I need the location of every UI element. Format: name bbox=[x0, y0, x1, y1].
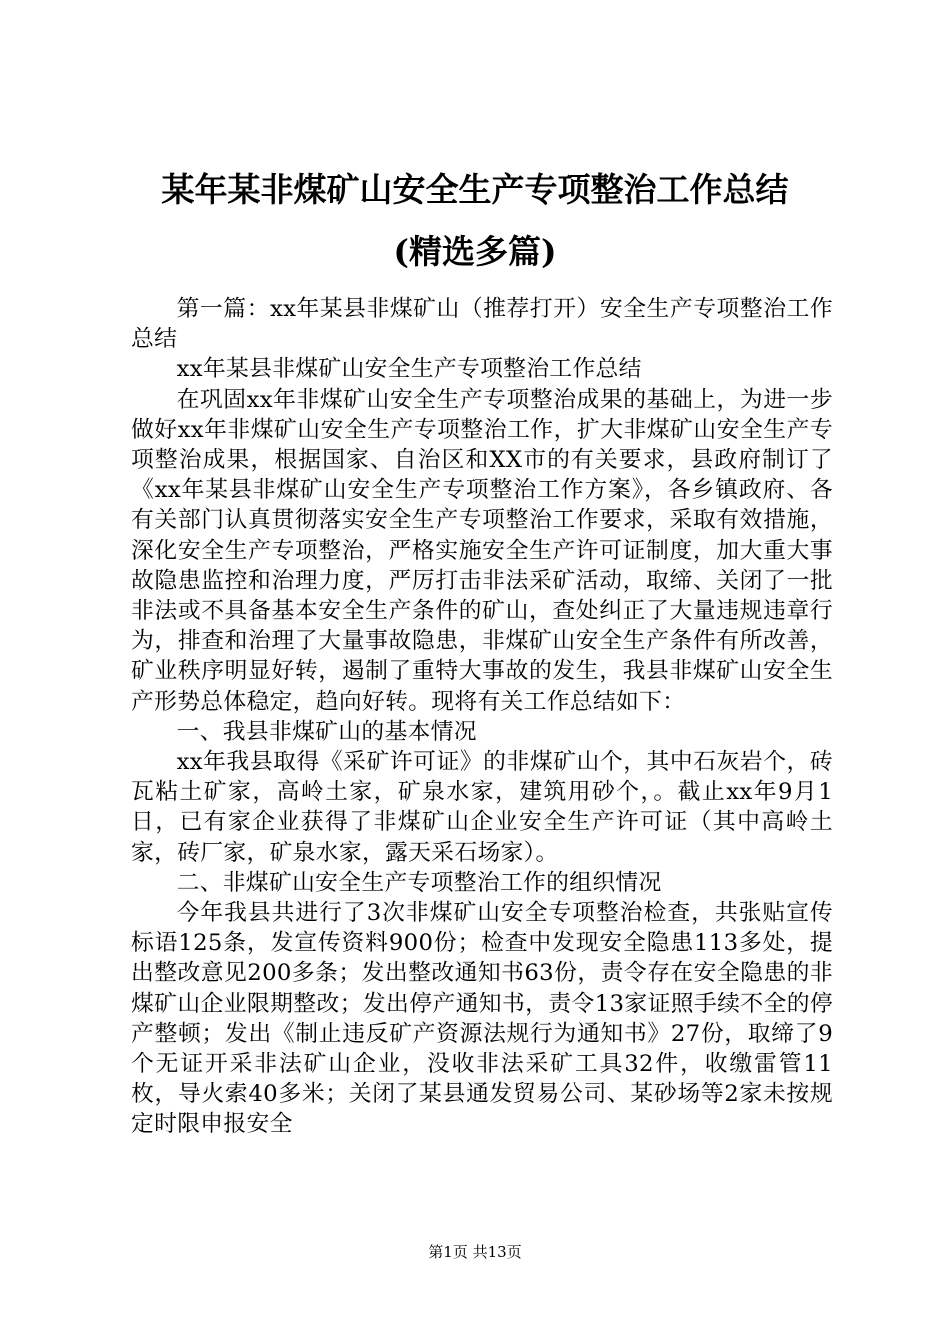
section-heading-organization: 二、非煤矿山安全生产专项整治工作的组织情况 bbox=[176, 869, 662, 896]
section-heading-basic-info: 一、我县非煤矿山的基本情况 bbox=[176, 718, 477, 745]
paragraph-intro: 在巩固xx年非煤矿山安全生产专项整治成果的基础上，为进一步做好xx年非煤矿山安全生产专项整治工作，扩大非煤矿山安全生产专项整治成果，根据国家、自治区和XX市的有关要求，县政府制订了《xx年某县非煤矿山安全生产专项整治工作方案》，各乡镇政府、各有关部门认真贯彻落实安全生产专项整治工作要求，采取有效措施，深化安全生产专项整治，严格实施安全生产许可证制度，加大重大事故隐患监控和治理力度，严厉打击非法采矿活动，取缔、关闭了一批非法或不具备基本安全生产条件的矿山，查处纠正了大量违规违章行为，排查和治理了大量事故隐患，非煤矿山安全生产条件有所改善，矿业秩序明显好转，遏制了重特大事故的发生，我县非煤矿山安全生产形势总体稳定，趋向好转。现将有关工作总结如下： bbox=[131, 386, 833, 715]
page-footer: 第1页 共13页 bbox=[428, 1243, 522, 1261]
paragraph-chapter-heading: 第一篇：xx年某县非煤矿山（推荐打开）安全生产专项整治工作总结 bbox=[131, 296, 833, 353]
document-subtitle: (精选多篇) bbox=[393, 232, 557, 271]
document-title: 某年某非煤矿山安全生产专项整治工作总结 bbox=[161, 170, 789, 209]
paragraph-organization: 今年我县共进行了3次非煤矿山安全专项整治检查，共张贴宣传标语125条，发宣传资料900份；检查中发现安全隐患113多处，提出整改意见200多条；发出整改通知书63份，责令存在安全隐患的非煤矿山企业限期整改；发出停产通知书，责令13家证照手续不全的停产整顿；发出《制止违反矿产资源法规行为通知书》27份，取缔了9个无证开采非法矿山企业，没收非法采矿工具32件，收缴雷管11枚，导火索40多米；关闭了某县通发贸易公司、某砂场等2家未按规定时限申报安全 bbox=[131, 900, 833, 1138]
document-body bbox=[131, 294, 833, 1140]
paragraph-basic-info: xx年我县取得《采矿许可证》的非煤矿山个，其中石灰岩个，砖瓦粘土矿家，高岭土家，矿泉水家，建筑用砂个，。截止xx年9月1日，已有家企业获得了非煤矿山企业安全生产许可证（其中高岭土家，砖厂家，矿泉水家，露天采石场家）。 bbox=[131, 749, 833, 866]
paragraph-subtitle: xx年某县非煤矿山安全生产专项整治工作总结 bbox=[176, 356, 642, 383]
